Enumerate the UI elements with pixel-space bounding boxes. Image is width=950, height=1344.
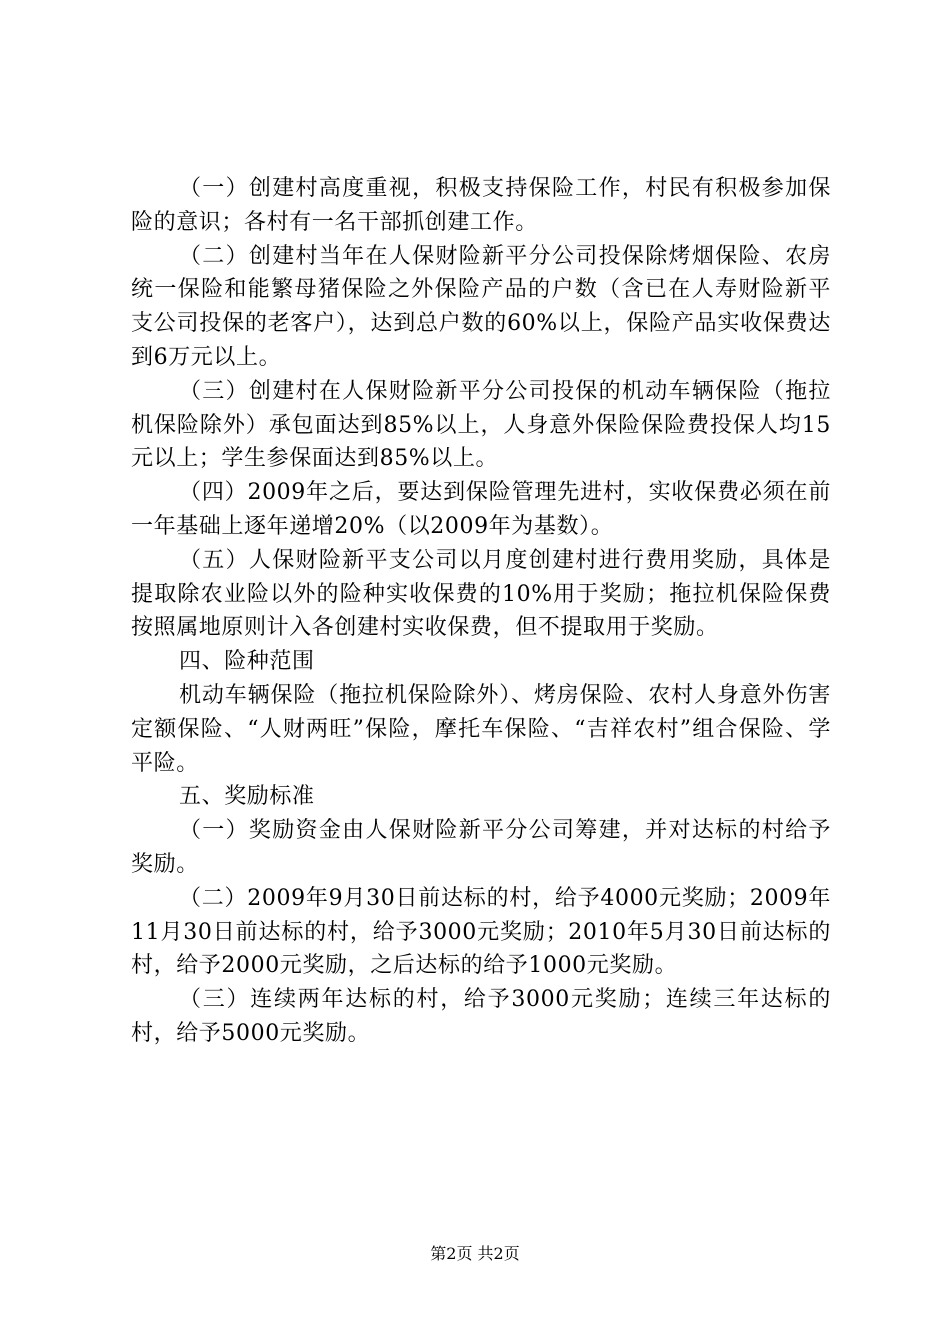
- section-heading-insurance-scope: 四、险种范围: [179, 649, 315, 675]
- paragraph-requirement-5: （五）人保财险新平支公司以月度创建村进行费用奖励，具体是提取除农业险以外的险种实收保费的10%用于奖励；拖拉机保险保费按照属地原则计入各创建村实收保费，但不提取用于奖励。: [131, 547, 831, 641]
- paragraph-reward-3: （三）连续两年达标的村，给予3000元奖励；连续三年达标的村，给予5000元奖励。: [131, 987, 831, 1046]
- section-heading-reward-standard: 五、奖励标准: [179, 784, 315, 810]
- paragraph-requirement-2: （二）创建村当年在人保财险新平分公司投保除烤烟保险、农房统一保险和能繁母猪保险之外保险产品的户数（含已在人寿财险新平支公司投保的老客户），达到总户数的60%以上，保险产品实收保费达到6万元以上。: [131, 243, 831, 370]
- document-body: [131, 172, 831, 1051]
- paragraph-requirement-3: （三）创建村在人保财险新平分公司投保的机动车辆保险（拖拉机保险除外）承包面达到85%以上，人身意外保险保险费投保人均15元以上；学生参保面达到85%以上。: [131, 378, 831, 472]
- paragraph-requirement-1: （一）创建村高度重视，积极支持保险工作，村民有积极参加保险的意识；各村有一名干部抓创建工作。: [131, 176, 831, 235]
- paragraph-requirement-4: （四）2009年之后，要达到保险管理先进村，实收保费必须在前一年基础上逐年递增20%（以2009年为基数）。: [131, 480, 831, 539]
- paragraph-reward-1: （一）奖励资金由人保财险新平分公司筹建，并对达标的村给予奖励。: [131, 818, 831, 877]
- paragraph-insurance-scope: 机动车辆保险（拖拉机保险除外）、烤房保险、农村人身意外伤害定额保险、“人财两旺”保险，摩托车保险、“吉祥农村”组合保险、学平险。: [131, 682, 831, 776]
- page-number: 第2页 共2页: [430, 1244, 520, 1263]
- page-footer: [0, 1244, 950, 1264]
- paragraph-reward-2: （二）2009年9月30日前达标的村，给予4000元奖励；2009年11月30日前达标的村，给予3000元奖励；2010年5月30日前达标的村，给予2000元奖励，之后达标的给予1000元奖励。: [131, 885, 831, 979]
